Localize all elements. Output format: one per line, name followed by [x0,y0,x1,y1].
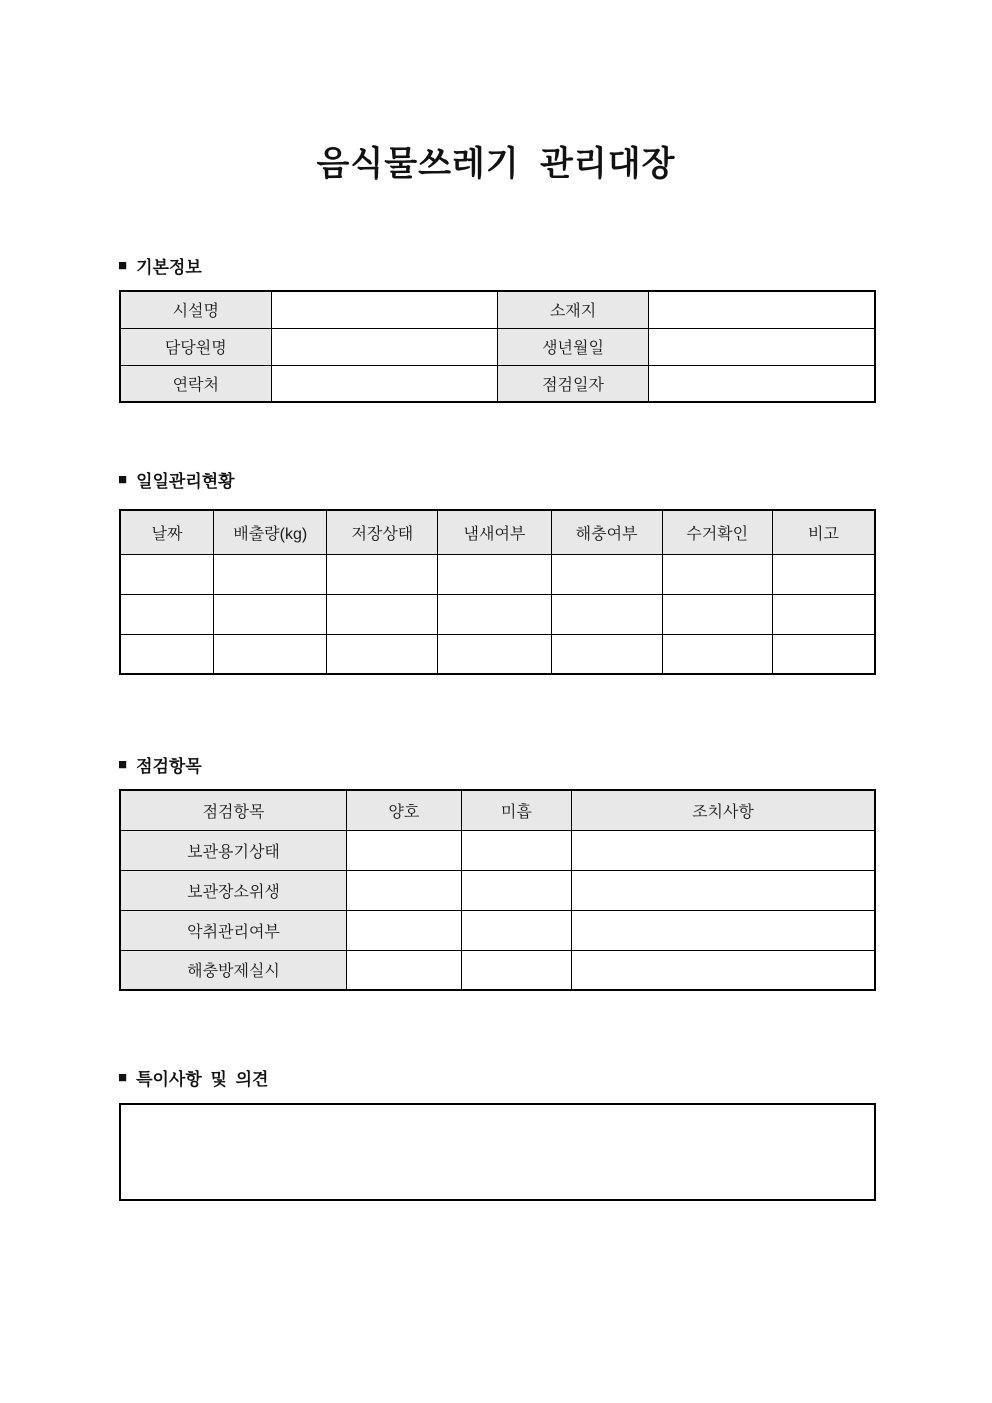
field-label: 담당원명 [120,328,271,365]
section-header-daily-status [118,467,235,492]
section-header-checklist [118,752,202,777]
field-value-cell[interactable] [271,291,498,328]
table-cell[interactable] [772,634,875,674]
section-bullet-icon: ■ [118,471,128,488]
table-cell[interactable] [662,634,772,674]
field-value-cell[interactable] [649,328,876,365]
good-cell[interactable] [347,950,462,990]
table-cell[interactable] [120,554,214,594]
field-label: 연락처 [120,365,271,402]
column-header: 배출량(kg) [214,510,327,554]
field-value-cell[interactable] [649,291,876,328]
table-row [120,594,875,634]
section-title: 특이사항 및 의견 [136,1070,269,1089]
table-row [120,910,875,950]
action-cell[interactable] [571,870,875,910]
section-title: 점검항목 [136,757,202,776]
column-header: 양호 [347,790,462,830]
table-row [120,328,875,365]
section-bullet-icon: ■ [118,1069,128,1086]
poor-cell[interactable] [461,910,571,950]
page-title: 음식물쓰레기 관리대장 [316,145,676,183]
section-header-basic-info [118,253,202,278]
table-row [120,365,875,402]
notes-box[interactable] [119,1103,876,1201]
table-row [120,830,875,870]
field-label: 점검일자 [498,365,649,402]
table-cell[interactable] [551,594,662,634]
table-row [120,554,875,594]
table-cell[interactable] [327,634,438,674]
field-value-cell[interactable] [649,365,876,402]
section-title: 기본정보 [136,258,202,277]
column-header: 날짜 [120,510,214,554]
table-cell[interactable] [214,594,327,634]
field-label: 소재지 [498,291,649,328]
poor-cell[interactable] [461,950,571,990]
basic-info-table [119,290,876,403]
section-bullet-icon: ■ [118,756,128,773]
action-cell[interactable] [571,830,875,870]
checklist-item-label: 보관용기상태 [120,830,347,870]
section-header-notes [118,1065,268,1090]
section-bullet-icon: ■ [118,257,128,274]
field-label: 생년월일 [498,328,649,365]
action-cell[interactable] [571,910,875,950]
table-cell[interactable] [120,594,214,634]
column-header: 저장상태 [327,510,438,554]
table-row [120,634,875,674]
table-header-row [120,510,875,554]
table-cell[interactable] [662,594,772,634]
table-cell[interactable] [772,594,875,634]
good-cell[interactable] [347,870,462,910]
checklist-item-label: 악취관리여부 [120,910,347,950]
good-cell[interactable] [347,910,462,950]
column-header: 수거확인 [662,510,772,554]
table-cell[interactable] [120,634,214,674]
field-value-cell[interactable] [271,328,498,365]
field-value-cell[interactable] [271,365,498,402]
table-cell[interactable] [551,554,662,594]
table-cell[interactable] [551,634,662,674]
checklist-item-label: 보관장소위생 [120,870,347,910]
table-row [120,950,875,990]
column-header: 비고 [772,510,875,554]
poor-cell[interactable] [461,870,571,910]
field-label: 시설명 [120,291,271,328]
checklist-table [119,789,876,991]
table-cell[interactable] [214,634,327,674]
column-header: 점검항목 [120,790,347,830]
table-cell[interactable] [327,554,438,594]
column-header: 냄새여부 [438,510,551,554]
daily-status-table [119,509,876,675]
good-cell[interactable] [347,830,462,870]
column-header: 미흡 [461,790,571,830]
table-row [120,870,875,910]
table-cell[interactable] [438,594,551,634]
action-cell[interactable] [571,950,875,990]
table-cell[interactable] [438,634,551,674]
section-title: 일일관리현황 [136,472,235,491]
table-cell[interactable] [438,554,551,594]
table-cell[interactable] [662,554,772,594]
table-cell[interactable] [214,554,327,594]
poor-cell[interactable] [461,830,571,870]
table-cell[interactable] [772,554,875,594]
table-header-row [120,790,875,830]
checklist-item-label: 해충방제실시 [120,950,347,990]
table-cell[interactable] [327,594,438,634]
column-header: 조치사항 [571,790,875,830]
column-header: 해충여부 [551,510,662,554]
table-row [120,291,875,328]
